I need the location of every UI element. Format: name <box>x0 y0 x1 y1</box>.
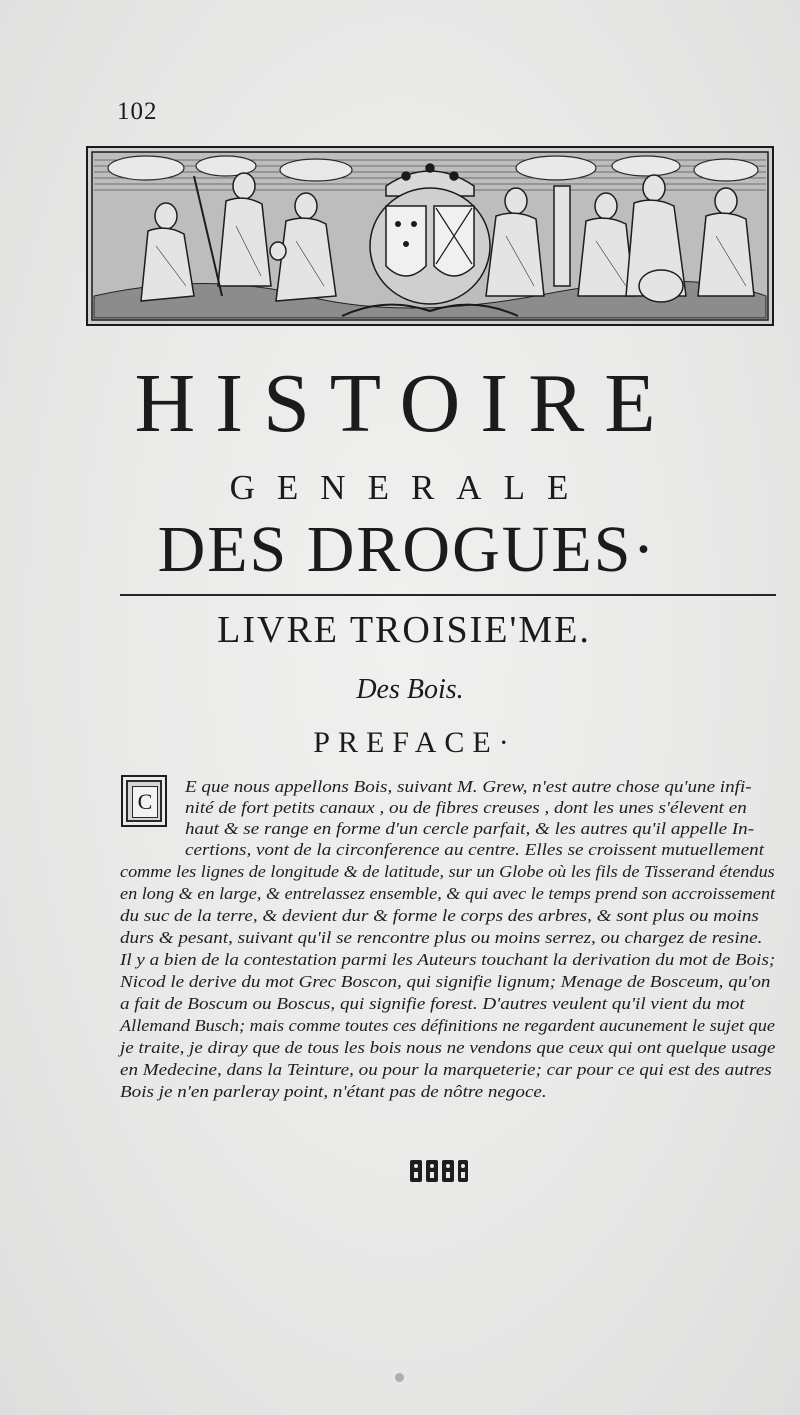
text-line: Nicod le derive du mot Grec Boscon, qui signifie lignum; Menage de Boscеum, qu'on <box>120 972 771 991</box>
title-histoire: HISTOIRE <box>134 357 676 450</box>
text-line: en long & en large, & entrelassez ensemble, & qui avec le temps prend son accroissement <box>120 884 776 903</box>
book-heading: LIVRE TROISIE'ME. <box>217 609 591 651</box>
text-line: E que nous appellons Bois, suivant M. Grew, n'est autre chose qu'une infi- <box>185 777 752 796</box>
text-line: du suc de la terre, & devient dur & forme le corps des arbres, & sont plus ou moins <box>120 906 759 925</box>
text-line: Il y a bien de la contestation parmi les Auteurs touchant la derivation du mot de Bois; <box>120 950 776 969</box>
text-line: Allemand Busch; mais comme toutes ces définitions ne regardent aucunement le sujet que <box>120 1016 776 1035</box>
text-line: en Medecine, dans la Teinture, ou pour la marqueterie; car pour ce qui est des autres <box>120 1060 772 1079</box>
drop-cap-letter: C <box>132 786 158 818</box>
fleuron-ornament-icon <box>408 1156 470 1186</box>
engraved-headpiece-icon <box>86 146 774 326</box>
text-line: certions, vont de la circonference au centre. Elles se croissent mutuellement <box>185 840 765 859</box>
text-line: haut & se range en forme d'un cercle parfait, & les autres qu'il appelle In- <box>185 819 755 838</box>
section-heading: PREFACE· <box>313 726 517 759</box>
text-line: nité de fort petits canaux , ou de fibres creuses , dont les unes s'élevent en <box>185 798 747 817</box>
text-line: durs & pesant, suivant qu'il se rencontre plus ou moins serrez, ou chargez de resine. <box>120 928 763 947</box>
page-number: 102 <box>117 98 158 125</box>
title-des-drogues: DES DROGUES· <box>157 513 657 586</box>
text-line: Bois je n'en parleray point, n'étant pas de nôtre negoce. <box>120 1082 547 1101</box>
ink-spot <box>395 1373 404 1382</box>
horizontal-rule <box>120 594 776 596</box>
title-generale: GENERALE <box>229 468 591 507</box>
text-line: je traite, je diray que de tous les bois nous ne vendons que ceux qui ont quelque usage <box>120 1038 776 1057</box>
text-line: a fait de Boscum ou Boscus, qui signifie forest. D'autres veulent qu'il vient du mot <box>120 994 745 1013</box>
ornamental-initial-icon <box>121 775 167 827</box>
text-line: comme les lignes de longitude & de latitude, sur un Globe où les fils de Tisserand étendus <box>120 862 775 881</box>
book-subtitle: Des Bois. <box>356 674 464 705</box>
